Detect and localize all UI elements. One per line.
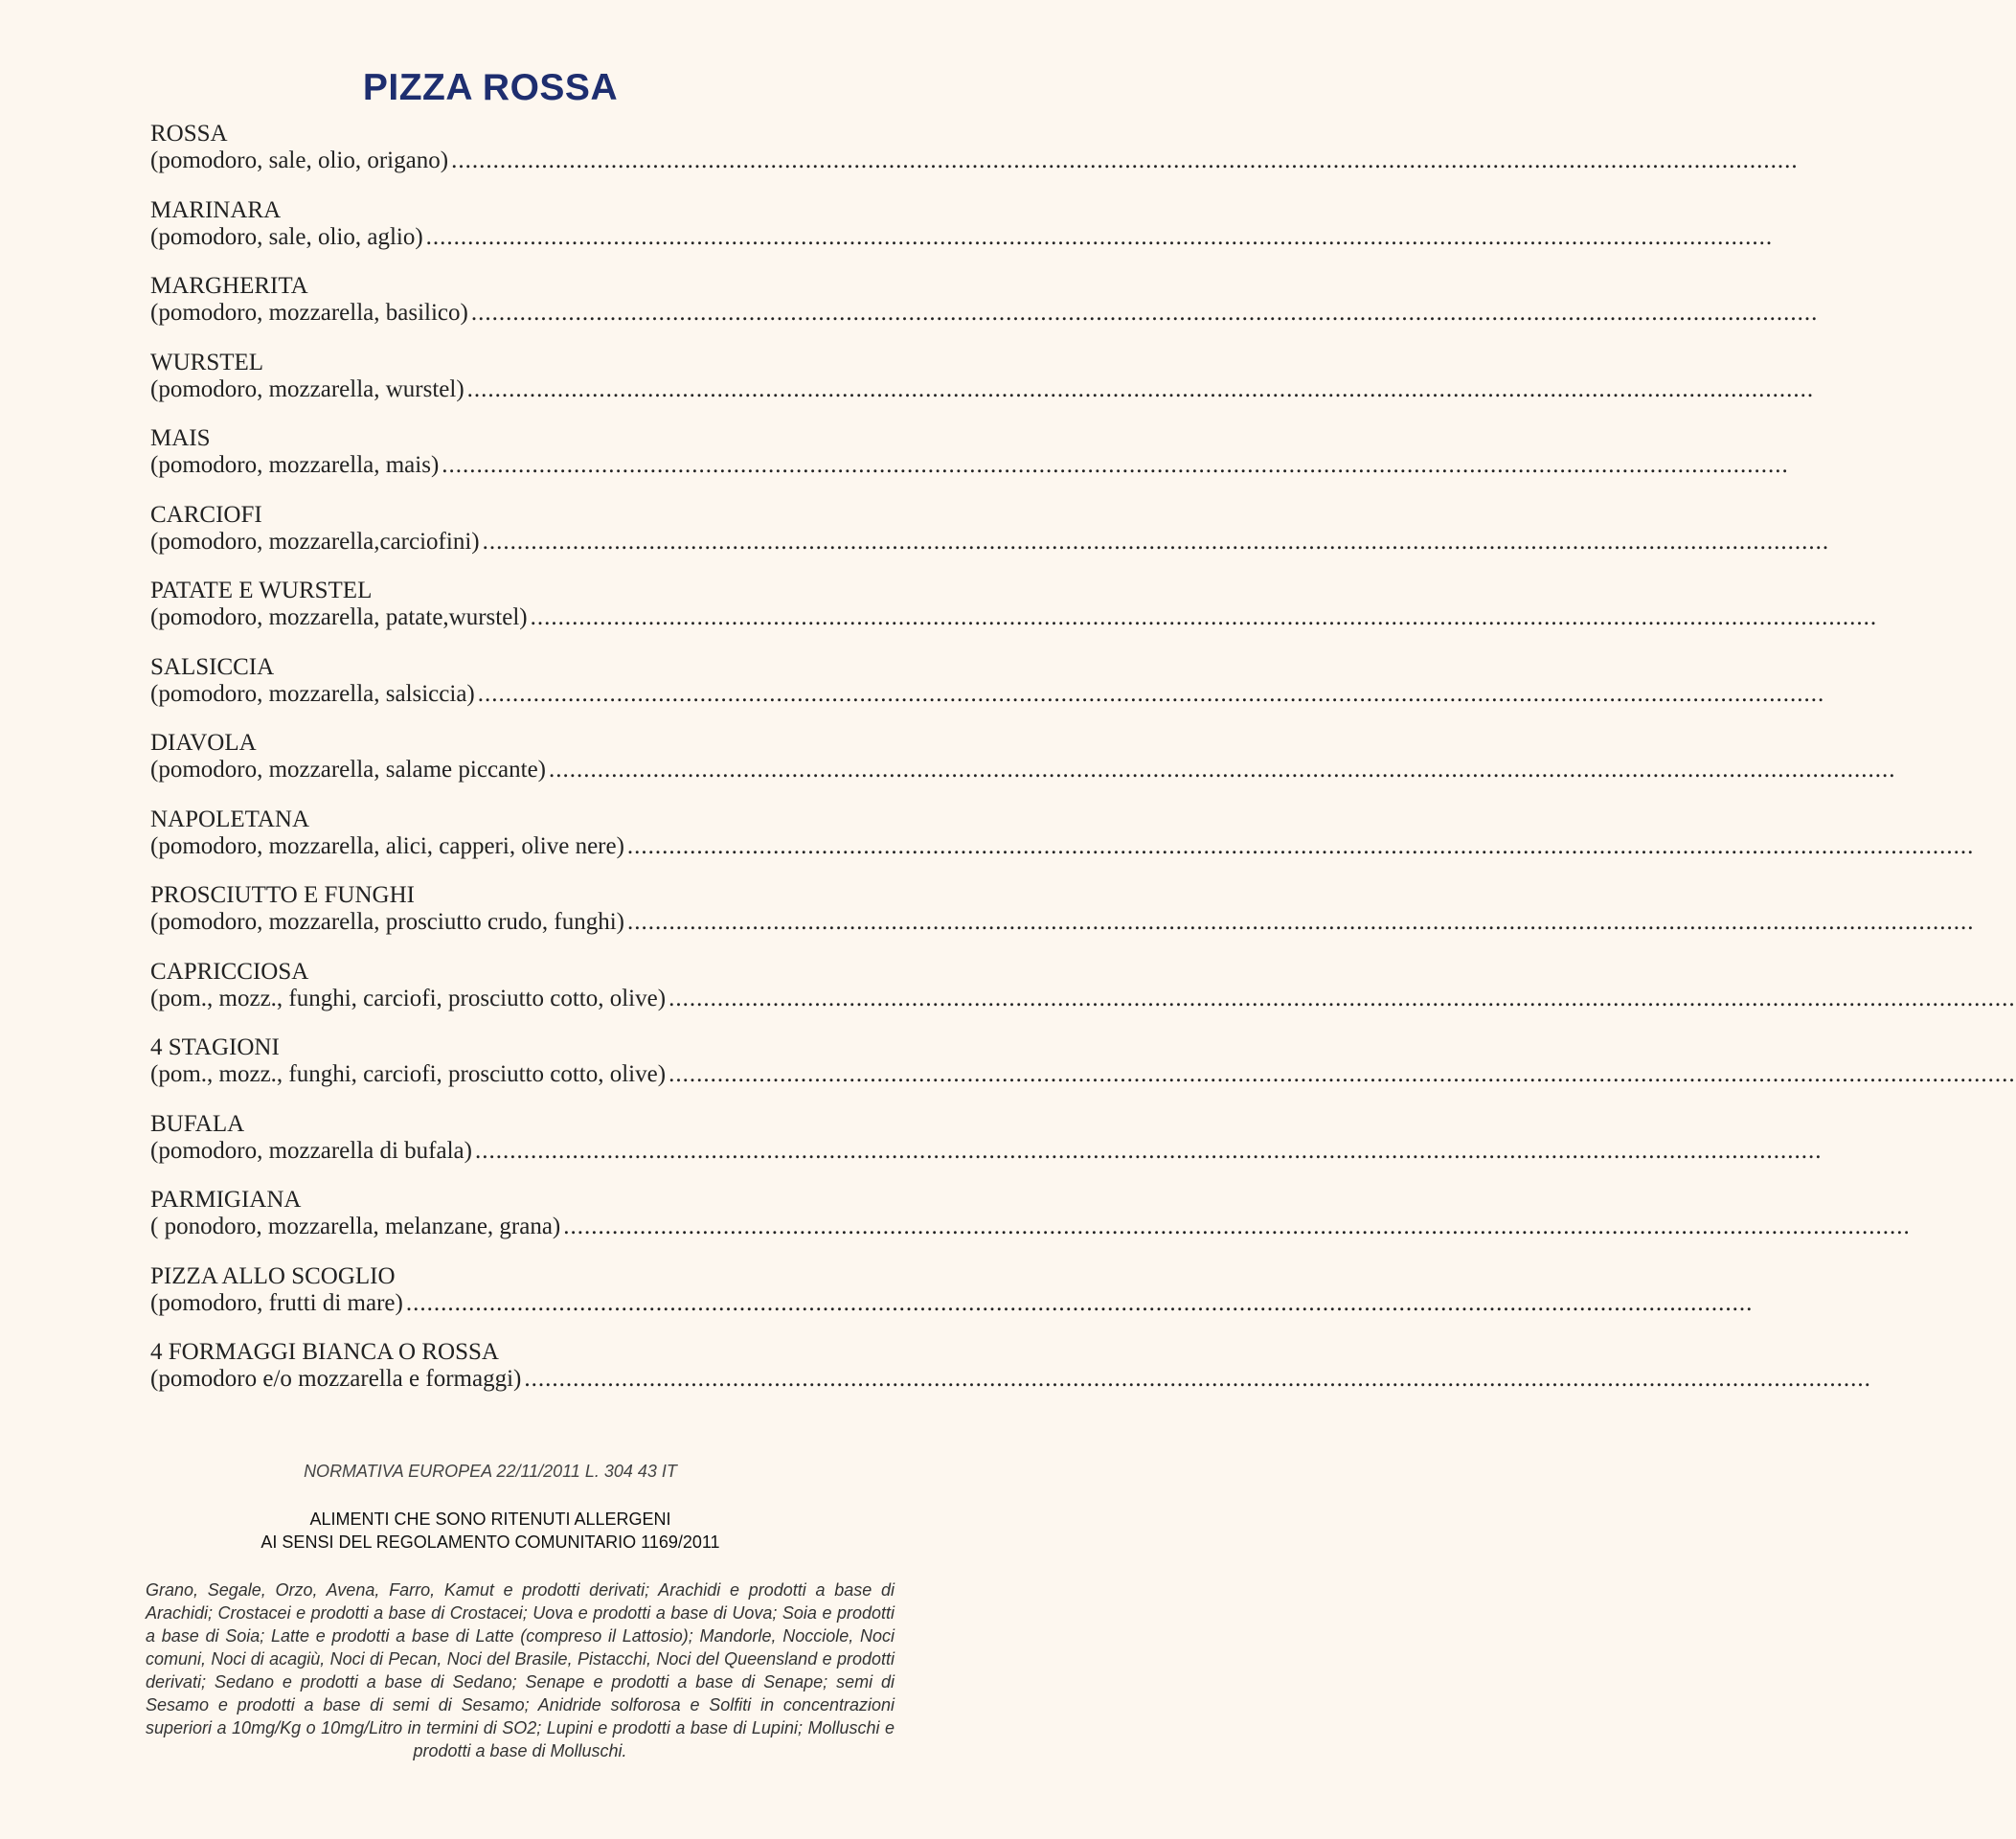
item-description-row [150, 757, 1896, 783]
item-description-row [150, 148, 1799, 174]
allergen-heading-line-2: AI SENSI DEL REGOLAMENTO COMUNITARIO 1169/2011 [260, 1532, 720, 1552]
item-ingredients: (pomodoro, mozzarella, prosciutto crudo, funghi) [150, 909, 624, 935]
dot-leader: .................................................................................................................................................................................................. [668, 985, 2016, 1011]
item-name: ROSSA [150, 121, 228, 147]
menu-item [150, 806, 1975, 883]
item-name: 4 FORMAGGI BIANCA O ROSSA [150, 1339, 499, 1365]
item-name: 4 STAGIONI [150, 1034, 280, 1060]
item-name: CAPRICCIOSA [150, 958, 309, 985]
dot-leader: .................................................................................................................................................................................................. [451, 148, 1799, 173]
item-name: MARGHERITA [150, 273, 308, 299]
dot-leader: .................................................................................................................................................................................................. [627, 909, 1975, 935]
menu-item [150, 730, 1896, 806]
item-description-row [150, 985, 2016, 1012]
item-description-row [150, 528, 1830, 556]
menu-item [150, 273, 1819, 350]
menu-item [150, 1110, 1823, 1188]
item-ingredients: (pomodoro, mozzarella, alici, capperi, olive nere) [150, 832, 624, 859]
dot-leader: .................................................................................................................................................................................................. [474, 1137, 1823, 1164]
dot-leader: .................................................................................................................................................................................................. [477, 680, 1825, 707]
pizza-menu-list [150, 121, 2016, 1416]
dot-leader: .................................................................................................................................................................................................. [524, 1366, 1871, 1392]
item-ingredients: (pomodoro, mozzarella, salame piccante) [150, 757, 547, 783]
item-description-row [150, 1137, 1823, 1165]
menu-item [150, 578, 1878, 654]
item-ingredients: (pomodoro, mozzarella, mais) [150, 452, 440, 478]
dot-leader: .................................................................................................................................................................................................. [425, 223, 1774, 250]
item-ingredients: (pomodoro, mozzarella, basilico) [150, 300, 468, 326]
item-name: NAPOLETANA [150, 806, 310, 832]
item-name: PATATE E WURSTEL [150, 578, 373, 603]
item-name: WURSTEL [150, 349, 264, 375]
menu-item [150, 1262, 1754, 1340]
item-name: PROSCIUTTO E FUNGHI [150, 882, 415, 908]
item-description-row [150, 604, 1878, 631]
dot-leader: .................................................................................................................................................................................................. [530, 604, 1878, 630]
item-description-row [150, 223, 1774, 251]
item-ingredients: (pomodoro, sale, olio, origano) [150, 148, 449, 173]
item-name: PIZZA ALLO SCOGLIO [150, 1262, 396, 1289]
allergen-list-text: Grano, Segale, Orzo, Avena, Farro, Kamut e prodotti derivati; Arachidi e prodotti a base di Arachidi; Crostacei e prodotti a base di Crostacei; Uova e prodotti a base di Uova; Soia e prodotti a base di Soia; Latte e prodotti a base di Latte (compreso il Lattosio); Mandorle, Nocciole, Noci comuni, Noci di acagiù, Noci di Pecan, Noci del Brasile, Pistacchi, Noci del Queensland e prodotti derivati; Sedano e prodotti a base di Sedano; Senape e prodotti a base di Senape; semi di Sesamo e prodotti a base di semi di Sesamo; Anidride solforosa e Solfiti in concentrazioni superiori a 10mg/Kg o 10mg/Litro in termini di SO2; Lupini e prodotti a base di Lupini; Molluschi e prodotti a base di Molluschi. [146, 1580, 895, 1760]
item-name: CARCIOFI [150, 501, 262, 528]
item-ingredients: (pomodoro, frutti di mare) [150, 1289, 403, 1316]
item-description-row [150, 1289, 1754, 1317]
menu-item [150, 653, 1825, 731]
normativa-reference: NORMATIVA EUROPEA 22/11/2011 L. 304 43 IT [304, 1462, 677, 1481]
menu-item [150, 958, 2016, 1035]
item-ingredients: (pomodoro, mozzarella, salsiccia) [150, 680, 475, 707]
dot-leader: .................................................................................................................................................................................................. [626, 832, 1975, 859]
item-description-row [150, 832, 1975, 860]
menu-item [150, 1339, 1871, 1416]
menu-item [150, 1034, 2016, 1111]
item-description-row [150, 375, 1815, 403]
allergen-heading [0, 1508, 981, 1554]
dot-leader: .................................................................................................................................................................................................. [442, 452, 1789, 478]
item-description-row [150, 1061, 2016, 1088]
item-name: MARINARA [150, 196, 282, 223]
item-ingredients: (pomodoro, mozzarella di bufala) [150, 1137, 472, 1164]
item-name: SALSICCIA [150, 653, 275, 680]
item-description-row [150, 1214, 1911, 1240]
menu-item [150, 501, 1830, 579]
item-ingredients: (pomodoro, mozzarella, patate,wurstel) [150, 604, 528, 630]
dot-leader: .................................................................................................................................................................................................. [549, 757, 1896, 783]
item-description-row [150, 452, 1789, 479]
menu-item [150, 349, 1815, 426]
allergen-heading-line-1: ALIMENTI CHE SONO RITENUTI ALLERGENI [309, 1510, 671, 1529]
dot-leader: .................................................................................................................................................................................................. [466, 375, 1815, 402]
item-name: DIAVOLA [150, 730, 257, 756]
item-ingredients: ( ponodoro, mozzarella, melanzane, grana) [150, 1214, 561, 1239]
item-description-row [150, 300, 1819, 327]
item-name: MAIS [150, 425, 211, 451]
dot-leader: .................................................................................................................................................................................................. [668, 1061, 2016, 1087]
menu-item [150, 882, 1975, 959]
item-ingredients: (pom., mozz., funghi, carciofi, prosciutto cotto, olive) [150, 1061, 667, 1087]
item-ingredients: (pom., mozz., funghi, carciofi, prosciutto cotto, olive) [150, 985, 667, 1011]
item-description-row [150, 909, 1975, 936]
dot-leader: .................................................................................................................................................................................................. [405, 1289, 1754, 1316]
item-ingredients: (pomodoro, sale, olio, aglio) [150, 223, 423, 250]
item-ingredients: (pomodoro, mozzarella,carciofini) [150, 528, 480, 555]
item-ingredients: (pomodoro e/o mozzarella e formaggi) [150, 1366, 522, 1392]
menu-item [150, 1187, 1911, 1263]
dot-leader: .................................................................................................................................................................................................. [563, 1214, 1911, 1239]
item-name: BUFALA [150, 1110, 245, 1137]
item-ingredients: (pomodoro, mozzarella, wurstel) [150, 375, 464, 402]
item-name: PARMIGIANA [150, 1187, 302, 1213]
menu-item [150, 425, 1789, 502]
menu-item [150, 121, 1799, 197]
dot-leader: .................................................................................................................................................................................................. [470, 300, 1819, 326]
item-description-row [150, 680, 1825, 708]
menu-item [150, 196, 1774, 274]
page-title: PIZZA ROSSA [362, 67, 619, 108]
dot-leader: .................................................................................................................................................................................................. [482, 528, 1830, 555]
item-description-row [150, 1366, 1871, 1393]
